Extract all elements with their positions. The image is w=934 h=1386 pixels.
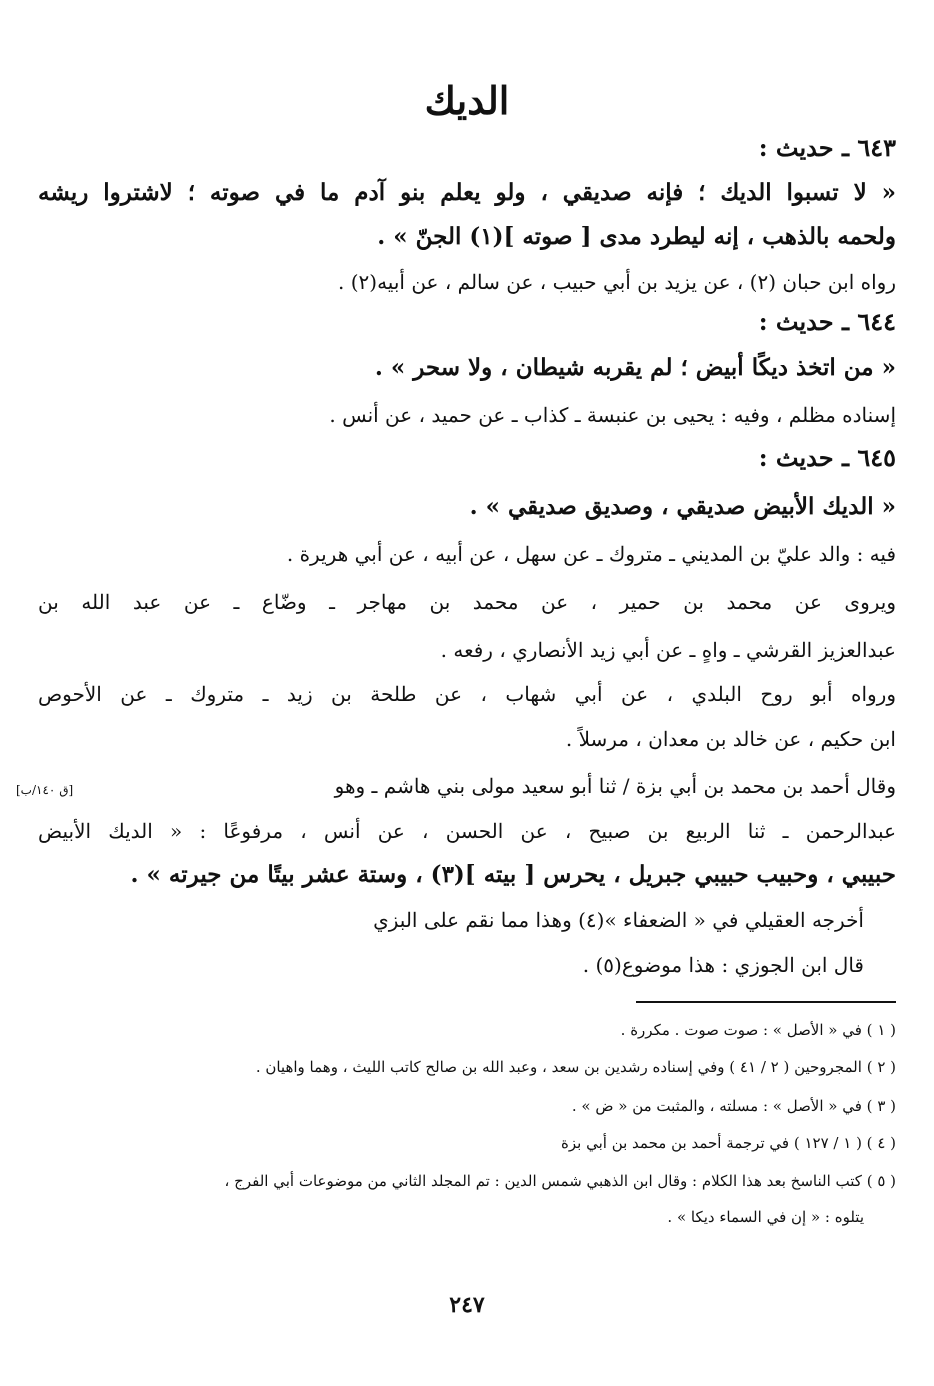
hadith-644-heading: ٦٤٤ ـ حديث : [758,307,896,336]
hadith-645-chain-3: وقال أحمد بن محمد بن أبي بزة / ثنا أبو سعيد مولى بني هاشم ـ وهو [334,774,896,798]
hadith-645-chain-2-cont: ابن حكيم ، عن خالد بن معدان ، مرسلاً . [565,727,896,751]
hadith-643-heading: ٦٤٣ ـ حديث : [758,133,896,162]
footnote-5: ( ٥ ) كتب الناسخ بعد هذا الكلام : وقال ابن الذهبي شمس الدين : تم المجلد الثاني من موضوعات أبي الفرج ، [224,1172,896,1190]
footnote-divider [636,1001,896,1003]
hadith-643-narration: رواه ابن حبان (٢) ، عن يزيد بن أبي حبيب ، عن سالم ، عن أبيه(٢) . [338,270,896,294]
hadith-644-text: « من اتخذ ديكًا أبيض ؛ لم يقربه شيطان ، ولا سحر » . [374,354,896,381]
hadith-645-heading: ٦٤٥ ـ حديث : [758,443,896,472]
hadith-645-text: « الديك الأبيض صديقي ، وصديق صديقي » . [469,493,896,520]
hadith-645-chain-2: ورواه أبو روح البلدي ، عن أبي شهاب ، عن طلحة بن زيد ـ متروك ـ عن الأحوص [38,682,896,706]
takhrij-uqaili: أخرجه العقيلي في « الضعفاء »(٤) وهذا مما نقم على البزي [373,908,864,932]
ibn-jawzi-verdict: قال ابن الجوزي : هذا موضوع(٥) . [582,953,864,977]
manuscript-folio-note: [ق ١٤٠/ب] [16,783,74,797]
hadith-643-text: « لا تسبوا الديك ؛ فإنه صديقي ، ولو يعلم بنو آدم ما في صوته ؛ لاشتروا ريشه [38,179,896,206]
hadith-645-commentary: فيه : والد عليّ بن المديني ـ متروك ـ عن سهل ، عن أبيه ، عن أبي هريرة . [286,542,896,566]
footnote-1: ( ١ ) في « الأصل » : صوت صوت . مكررة . [620,1021,896,1039]
hadith-643-text-cont: ولحمه بالذهب ، إنه ليطرد مدى [ صوته ](١) الجنّ » . [377,223,896,250]
footnote-3: ( ٣ ) في « الأصل » : مسلته ، والمثبت من « ض » . [571,1097,896,1115]
hadith-645-chain-3-cont: عبدالرحمن ـ ثنا الربيع بن صبيح ، عن الحسن ، عن أنس ، مرفوعًا : « الديك الأبيض [38,819,896,843]
footnote-5-cont: يتلوه : « إن في السماء ديكا » . [667,1208,864,1226]
page-title: الديك [424,78,510,123]
hadith-645-marfu-text: حبيبي ، وحبيب حبيبي جبريل ، يحرس [ بيته ](٣) ، وستة عشر بيتًا من جيرته » . [130,861,896,888]
hadith-644-isnad: إسناده مظلم ، وفيه : يحيى بن عنبسة ـ كذاب ـ عن حميد ، عن أنس . [329,403,896,427]
hadith-645-chain-1-cont: عبدالعزيز القرشي ـ واهٍ ـ عن أبي زيد الأنصاري ، رفعه . [440,638,896,662]
hadith-645-chain-1: ويروى عن محمد بن حمير ، عن محمد بن مهاجر ـ وضّاع ـ عن عبد الله بن [38,590,896,614]
footnote-4: ( ٤ ) ( ١ / ١٢٧ ) في ترجمة أحمد بن محمد بن أبي بزة [561,1134,896,1152]
footnote-2: ( ٢ ) المجروحين ( ٢ / ٤١ ) وفي إسناده رشدين بن سعد ، وعبد الله بن صالح كاتب الليث ، وهما واهيان . [255,1058,896,1076]
page-number: ٢٤٧ [449,1292,485,1318]
